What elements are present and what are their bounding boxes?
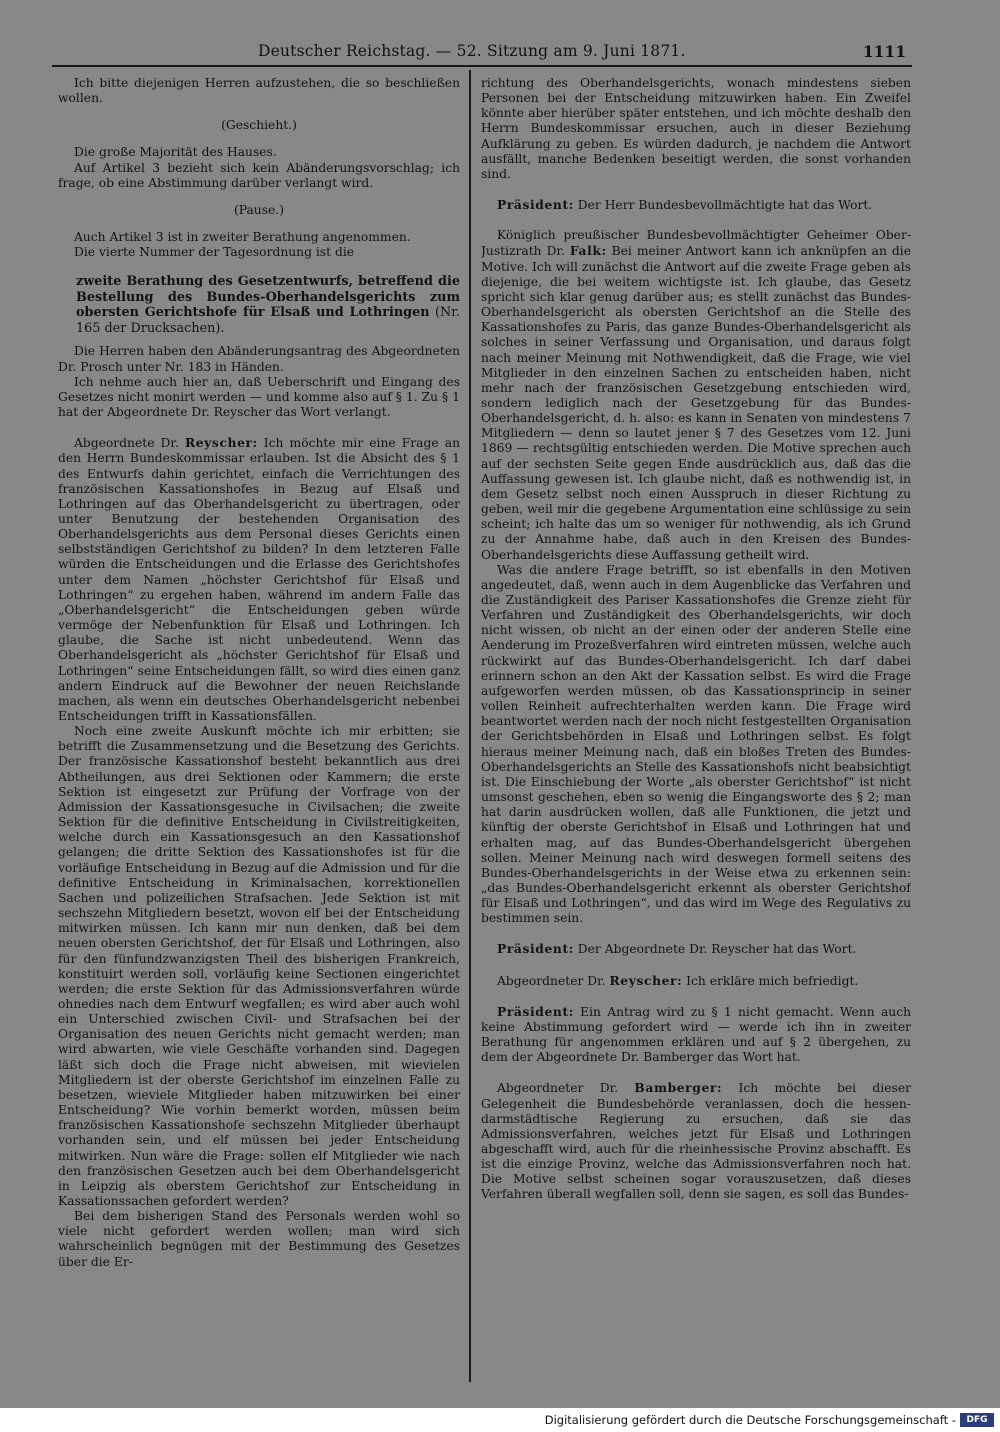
page-number: 1111 xyxy=(862,42,906,61)
speech-text: Bei meiner Antwort kann ich anknüpfen an die Motive. Ich will zunächst die Antwort auf die zweite Frage geben als diejenige, die bei weitem wichtigste ist. Ich glaube, das Gesetz spricht sich klar genug darüber aus; es stellt zunächst das Bundes-Oberhandelsgericht als obersten Gerichtshof an die Stelle des Kassationshofes zu Paris, das ganze Bundes-Oberhandelsgericht als solches in seiner Verfassung und Organisation, und daraus folgt nach meiner Meinung mit Nothwendigkeit, daß die Frage, wie viel Mitglieder in den einzelnen Sachen zu entscheiden haben, nicht mehr nach der französischen Gesetzgebung entschieden wird, sondern lediglich nach der Gesetzgebung für das Bundes-Oberhandelsgericht, d. h. also: es kann in Senaten von mindestens 7 Mitgliedern — denn so lautet jener § 7 des Gesetzes vom 12. Juni 1869 — rechtsgültig entschieden werden. Die Motive sprechen auch auf der sechsten Seite gegen Ende ausdrücklich aus, daß das die Auffassung gewesen ist. Ich glaube nicht, daß es nothwendig ist, in dem Gesetz selbst noch einen Ausspruch in dieser Richtung zu geben, weil mir die gegebene Argumentation eine schlüssige zu sein scheint; ich halte das um so weniger für nothwendig, als ich Grund zu der Annahme habe, daß auch in den Kreisen des Bundes-Oberhandelsgerichts diese Auffassung getheilt wird. xyxy=(481,244,911,562)
digitization-footer xyxy=(0,1408,1000,1432)
agenda-heading-title: zweite Berathung des Gesetzentwurfs, betreffend die Bestellung des Bundes-Oberhandelsgerichts zum obersten Gerichtshofe für Elsaß und Lothringen xyxy=(76,274,460,321)
column-divider xyxy=(469,70,471,1382)
paragraph: Ich bitte diejenigen Herren aufzustehen, die so beschließen wollen. xyxy=(58,76,460,106)
speech-paragraph xyxy=(481,228,911,562)
speech-paragraph xyxy=(481,1004,911,1066)
stage-direction: (Pause.) xyxy=(233,202,285,217)
speech-paragraph xyxy=(481,1080,911,1202)
speech-paragraph xyxy=(481,941,911,957)
speech-text: Der Herr Bundesbevollmächtigte hat das Wort. xyxy=(573,198,873,213)
speaker-prefix: Abgeordneter Dr. xyxy=(497,1081,635,1096)
header-rule xyxy=(52,65,912,67)
left-column xyxy=(58,76,460,1372)
speech-text: Ich möchte mir eine Frage an den Herrn Bundeskommissar erlauben. Ist die Absicht des § 1 des Entwurfs dahin gerichtet, einfach die Verrichtungen des französischen Kassationshofes in Bezug auf Elsaß und Lothringen auf das Oberhandelsgericht zu übertragen, oder unter Benutzung der bestehenden Organisation des Oberhandelsgerichts aus dem Personal dieses Gerichts einen selbstständigen Gerichtshof zu bilden? In dem letzteren Falle würden die Entscheidungen und die Erlasse des Gerichtshofes unter dem Namen „höchster Gerichtshof für Elsaß und Lothringen“ zu ergehen haben, während im andern Falle das „Oberhandelsgericht“ die Entscheidungen geben würde vermöge der Nebenfunktion für Elsaß und Lothringen. Ich glaube, die Sache ist nicht unbedeutend. Wenn das Oberhandelsgericht als „höchster Gerichtshof für Elsaß und Lothringen“ seine Entscheidungen fällt, so wird dies einen ganz andern Eindruck auf die Bewohner der neuen Reichslande machen, als wenn ein deutsches Oberhandelsgericht nebenbei Entscheidungen trifft in Kassationsfällen. xyxy=(58,436,460,723)
page-header xyxy=(0,38,1000,68)
speech-paragraph xyxy=(481,973,911,989)
dfg-credit-text: Digitalisierung gefördert durch die Deutsche Forschungsgemeinschaft - xyxy=(544,1413,956,1427)
speech-text: Ich erkläre mich befriedigt. xyxy=(682,973,859,988)
paragraph: Noch eine zweite Auskunft möchte ich mir erbitten; sie betrifft die Zusammensetzung und die Besetzung des Gerichts. Der französische Kassationshof besteht bekanntlich aus drei Abtheilungen, aus drei Sektionen oder Kammern; die erste Sektion ist eingesetzt zur Prüfung der Vorfrage von der Admission der Kassationsgesuche in Civilsachen; die zweite Sektion für die definitive Entscheidung in Civilstreitigkeiten, welche durch ein Kassationsgesuch an den Kassationshof gelangen; die dritte Sektion des Kassationshofes ist für die vorläufige Entscheidung in Bezug auf die Admission und für die definitive Entscheidung in Kriminalsachen, korrektionellen Sachen und polizeilichen Strafsachen. Jede Sektion ist mit sechszehn Mitgliedern besetzt, wovon elf bei der Entscheidung mitwirken müssen. Ich kann mir nun denken, daß bei dem neuen obersten Gerichtshof, der für Elsaß und Lothringen, also für den fünfundzwanzigsten Theil des bisherigen Frankreich, konstituirt werden soll, vorläufig keine Sectionen eingerichtet werden; die erste Sektion für das Admissionsverfahren würde ohnedies nach dem Entwurf wegfallen; es wird aber auch wohl ein Unterschied zwischen Civil- und Strafsachen bei der Organisation des neuen Gerichts nicht gemacht werden; man wird abwarten, wie viele Geschäfte vorhanden sind. Dagegen läßt sich doch die Frage nicht abweisen, mit wievielen Mitgliedern ist der oberste Gerichtshof im einzelnen Falle zu besetzen, wieviele Mitglieder haben mitzuwirken bei einer Entscheidung? Wie vorhin bemerkt worden, müssen beim französischen Kassationshofe sechszehn Mitglieder überhaupt vorhanden sein, und elf müssen bei jeder Entscheidung mitwirken. Nun wäre die Frage: sollen elf Mitglieder wie nach den französischen Gesetzen auch bei dem Oberhandelsgericht in Leipzig als oberstem Gerichtshof zur Entscheidung in Kassationssachen gefordert werden? xyxy=(58,724,460,1208)
speaker-name: Reyscher: xyxy=(609,972,683,988)
speaker-prefix: Abgeordnete Dr. xyxy=(74,436,185,451)
running-title: Deutscher Reichstag. — 52. Sitzung am 9. Juni 1871. xyxy=(258,42,686,60)
paragraph: Ich nehme auch hier an, daß Ueberschrift und Eingang des Gesetzes nicht monirt werden — und komme also auf § 1. Zu § 1 hat der Abgeordnete Dr. Reyscher das Wort verlangt. xyxy=(58,374,460,420)
right-column xyxy=(481,76,911,1372)
speech-paragraph xyxy=(58,435,460,724)
speaker-name: Falk: xyxy=(569,243,607,259)
speaker-name: Reyscher: xyxy=(184,435,258,451)
paragraph: Die Herren haben den Abänderungsantrag des Abgeordneten Dr. Prosch unter Nr. 183 in Händen. xyxy=(58,344,460,374)
paragraph: richtung des Oberhandelsgerichts, wonach mindestens sieben Personen bei der Entscheidung mitzuwirken haben. Ein Zweifel könnte aber hierüber später entstehen, und ich möchte deshalb den Herrn Bundeskommissar ersuchen, auch in dieser Beziehung Aufklärung zu geben. Es würden dadurch, je nachdem die Antwort ausfällt, manche Bedenken beseitigt werden, die sonst vorhanden sind. xyxy=(481,76,911,181)
speaker-name: Präsident: xyxy=(497,197,574,213)
speaker-name: Bamberger: xyxy=(634,1080,723,1096)
paragraph: Bei dem bisherigen Stand des Personals werden wohl so viele nicht gefordert werden wollen; man wird sich wahrscheinlich begnügen mit der Bestimmung des Gesetzes über die Er- xyxy=(58,1209,460,1269)
speaker-prefix: Königlich preußischer Bundesbevollmächtigter Geheimer Ober-Justizrath Dr. xyxy=(481,228,911,259)
agenda-heading xyxy=(58,274,460,336)
paragraph: Auch Artikel 3 ist in zweiter Berathung angenommen. xyxy=(74,230,411,245)
paragraph: Die vierte Nummer der Tagesordnung ist die xyxy=(74,245,355,260)
speech-text: Ich möchte bei dieser Gelegenheit die Bundesbehörde veranlassen, doch die hessen-darmstädtische Regierung zu ersuchen, daß sie das Admissionsverfahren, welches jetzt für Elsaß und Lothringen abgeschafft wird, auch für die rheinhessische Provinz abschafft. Es ist die einzige Provinz, welche das Admissionsverfahren noch hat. Die Motive selbst scheinen sogar vorauszusetzen, daß dieses Verfahren überall wegfallen soll, denn sie sagen, es soll das Bundes- xyxy=(481,1081,911,1202)
speech-text: Ein Antrag wird zu § 1 nicht gemacht. Wenn auch keine Abstimmung gefordert wird — werde ich ihn in zweiter Berathung für angenommen erklären und auf § 2 übergehen, zu dem der Abgeordnete Dr. Bamberger das Wort hat. xyxy=(481,1004,911,1065)
paragraph: Die große Majorität des Hauses. xyxy=(74,145,277,160)
dfg-logo-icon: DFG xyxy=(960,1413,994,1427)
speaker-name: Präsident: xyxy=(497,941,574,957)
speech-paragraph xyxy=(481,197,911,213)
speaker-prefix: Abgeordneter Dr. xyxy=(497,973,610,988)
speaker-name: Präsident: xyxy=(497,1003,574,1019)
agenda-heading-ref: (Nr. 165 der Drucksachen). xyxy=(76,305,460,336)
paragraph: Was die andere Frage betrifft, so ist ebenfalls in den Motiven angedeutet, daß, wenn auch in dem Augenblicke das Verfahren und die Zuständigkeit des Pariser Kassationshofes die Grenze zieht für Verfahren und Zuständigkeit des Oberhandelsgerichts, wir doch nicht wissen, ob nicht an der einen oder der anderen Stelle eine Aenderung im Prozeßverfahren wird eintreten müssen, welche auch rückwirkt auf das Bundes-Oberhandelsgericht. Ich darf dabei erinnern schon an den Akt der Kassation selbst. Es wird die Frage aufgeworfen werden müssen, ob das Kassationsprincip in seiner vollen Reinheit aufrechterhalten werden kann. Die Frage wird beantwortet werden nach der noch nicht festgestellten Organisation der Gerichtsbehörden in Elsaß und Lothringen selbst. Es folgt hieraus meiner Meinung nach, daß ein bloßes Treten des Bundes-Oberhandelsgerichts an Stelle des Kassationshofs nicht beabsichtigt ist. Die Einschiebung der Worte „als oberster Gerichtshof“ ist nicht umsonst geschehen, eben so wenig die Eingangsworte des § 2; man hat darin ausdrücken wollen, daß alle Funktionen, die jetzt und künftig der oberste Gerichtshof in Elsaß und Lothringen hat und erhalten mag, auf das Bundes-Oberhandelsgericht übergehen sollen. Meiner Meinung nach wird deswegen formell seitens des Bundes-Oberhandelsgerichts in der Weise etwa zu erkennen sein: „das Bundes-Oberhandelsgericht erkennt als oberster Gerichtshof für Elsaß und Lothringen“, und das wird im Wege des Regulativs zu bestimmen sein. xyxy=(481,562,911,926)
stage-direction: (Geschieht.) xyxy=(221,118,297,133)
paragraph: Auf Artikel 3 bezieht sich kein Abänderungsvorschlag; ich frage, ob eine Abstimmung darüber verlangt wird. xyxy=(58,160,460,190)
speech-text: Der Abgeordnete Dr. Reyscher hat das Wort. xyxy=(573,942,857,957)
